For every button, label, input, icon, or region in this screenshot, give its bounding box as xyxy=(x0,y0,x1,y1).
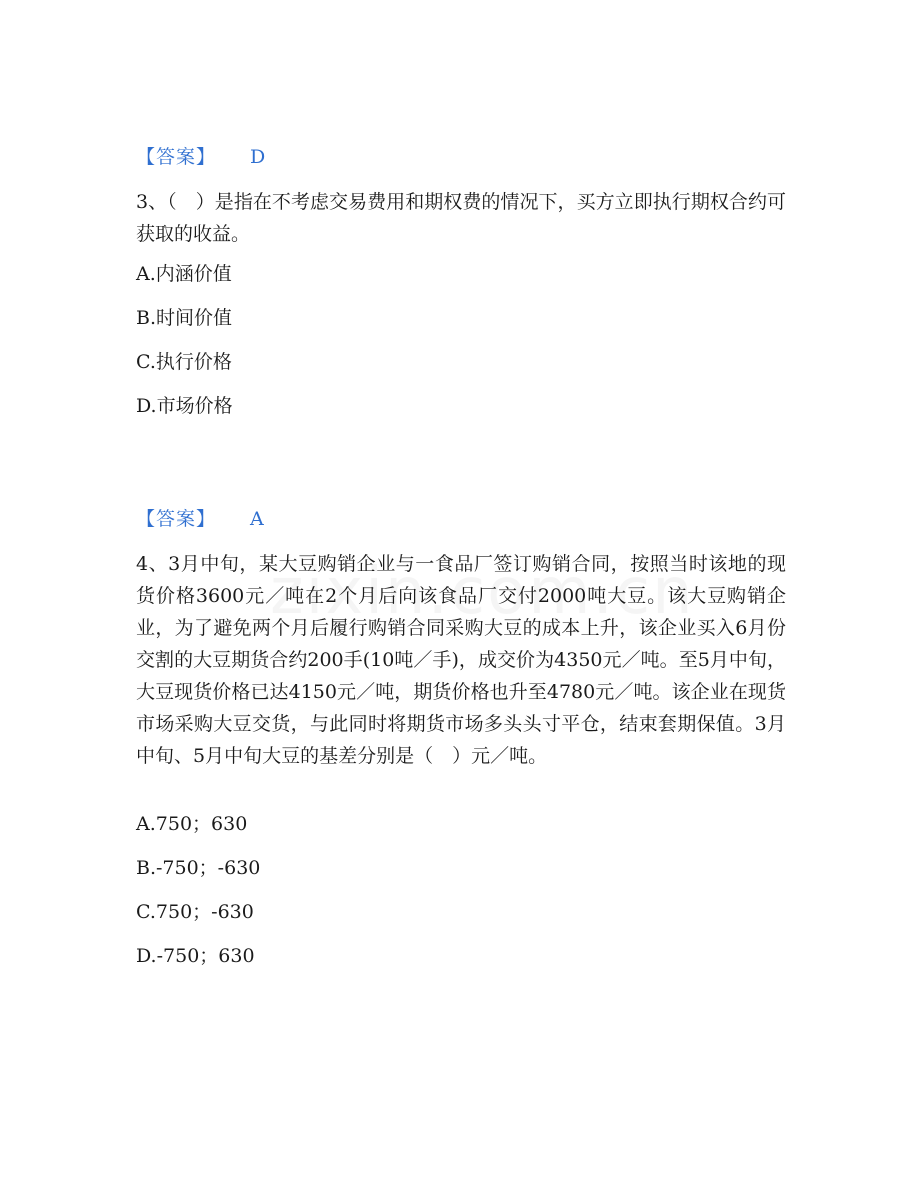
answer-label: 【答案】 xyxy=(136,508,217,530)
question-4-option-d: D.-750；630 xyxy=(136,945,255,967)
question-4-option-c: C.750；-630 xyxy=(136,901,254,923)
answer-value: D xyxy=(250,146,266,168)
question-3-stem: 3、（ ）是指在不考虑交易费用和期权费的情况下，买方立即执行期权合约可获取的收益。 xyxy=(136,191,786,245)
question-3-option-c: C.执行价格 xyxy=(136,351,232,373)
question-4-option-a: A.750；630 xyxy=(136,813,248,835)
question-3-option-d: D.市场价格 xyxy=(136,395,233,417)
answer-line-q3 xyxy=(136,506,786,532)
answer-value: A xyxy=(250,508,264,530)
answer-label: 【答案】 xyxy=(136,146,217,168)
answer-line-q2 xyxy=(136,144,786,170)
question-3-option-b: B.时间价值 xyxy=(136,307,233,329)
question-4-option-b: B.-750；-630 xyxy=(136,857,261,879)
question-4-stem: 4、3月中旬，某大豆购销企业与一食品厂签订购销合同，按照当时该地的现货价格3600元／吨在2个月后向该食品厂交付2000吨大豆。该大豆购销企业，为了避免两个月后履行购销合同采购大豆的成本上升，该企业买入6月份交割的大豆期货合约200手(10吨／手)，成交价为4350元／吨。至5月中旬，大豆现货价格已达4150元／吨，期货价格也升至4780元／吨。该企业在现货市场采购大豆交货，与此同时将期货市场多头头寸平仓，结束套期保值。3月中旬、5月中旬大豆的基差分别是（ ）元／吨。 xyxy=(136,553,786,767)
question-3-option-a: A.内涵价值 xyxy=(136,263,232,285)
